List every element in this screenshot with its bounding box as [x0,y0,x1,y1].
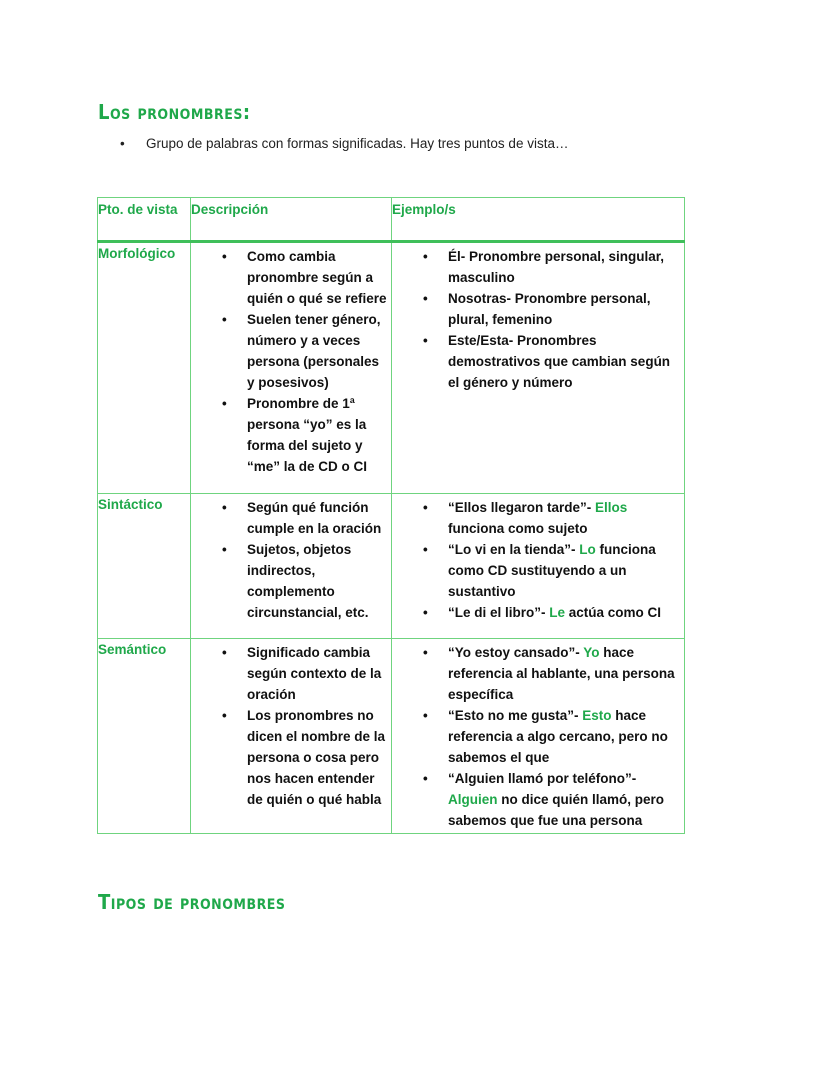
example-text: “Lo vi en la tienda”- [448,542,580,557]
example-text: actúa como CI [565,605,662,620]
vista-label: Semántico [98,642,167,657]
list-item: • Según qué función cumple en la oración [247,497,387,539]
cell-ejemplos [392,242,685,494]
cell-vista [98,242,191,494]
list-item: • Como cambia pronombre según a quién o qué se refiere [247,246,387,309]
vista-label: Sintáctico [98,497,163,512]
highlighted-pronoun: Le [549,605,566,620]
list-item [448,497,678,539]
list-item: • Sujetos, objetos indirectos, complemento circunstancial, etc. [247,539,387,623]
list-item [448,602,678,623]
example-text: no dice quién llamó, pero sabemos que fue una persona [448,792,665,828]
highlighted-pronoun: Ellos [595,500,628,515]
list-item [448,539,678,602]
page-title: Los pronombres: [98,100,251,124]
list-item: • Grupo de palabras con formas significadas. Hay tres puntos de vista… [120,136,568,151]
highlighted-pronoun: Yo [583,645,600,660]
example-text: “Yo estoy cansado”- [448,645,584,660]
highlighted-pronoun: Esto [582,708,612,723]
ejemplos-list [392,243,684,395]
example-text: “Le di el libro”- [448,605,550,620]
table-row [98,242,685,494]
list-item [448,288,678,330]
list-item [448,246,678,288]
column-header-ejemplos: Ejemplo/s [392,198,685,242]
cell-ejemplos [392,639,685,834]
cell-vista [98,639,191,834]
list-item: • Pronombre de 1ª persona “yo” es la forma del sujeto y “me” la de CD o CI [247,393,387,477]
descripcion-list [191,243,391,489]
ejemplos-list [392,494,684,625]
list-item: • Significado cambia según contexto de la oración [247,642,387,705]
cell-descripcion [191,242,392,494]
list-item: • Los pronombres no dicen el nombre de la persona o cosa pero nos hacen entender de quién o qué habla [247,705,387,810]
table-header-row [98,198,685,242]
list-item [448,768,678,831]
descripcion-list [191,639,391,822]
cell-vista [98,494,191,639]
column-header-vista: Pto. de vista [98,198,191,242]
example-text: “Alguien llamó por teléfono”- [448,771,637,786]
highlighted-pronoun: Lo [579,542,596,557]
ejemplos-list [392,639,684,833]
table-row [98,639,685,834]
pronouns-table [97,197,685,834]
list-item [448,705,678,768]
vista-label: Morfológico [98,246,176,261]
example-text: Él- Pronombre personal, singular, masculino [448,249,665,285]
cell-ejemplos [392,494,685,639]
intro-list [120,136,568,151]
example-text: “Ellos llegaron tarde”- [448,500,596,515]
example-text: hace referencia a algo cercano, pero no sabemos el que [448,708,668,765]
table-row [98,494,685,639]
list-item [448,642,678,705]
list-item [448,330,678,393]
example-text: “Esto no me gusta”- [448,708,583,723]
column-header-descripcion: Descripción [191,198,392,242]
example-text: hace referencia al hablante, una persona específica [448,645,675,702]
example-text: Nosotras- Pronombre personal, plural, femenino [448,291,651,327]
highlighted-pronoun: Alguien [448,792,498,807]
cell-descripcion [191,494,392,639]
list-item: • Suelen tener género, número y a veces persona (personales y posesivos) [247,309,387,393]
section-heading: Tipos de pronombres [98,890,286,914]
example-text: Este/Esta- Pronombres demostrativos que cambian según el género y número [448,333,671,390]
example-text: funciona como sujeto [448,521,588,536]
example-text: funciona como CD sustituyendo a un sustantivo [448,542,656,599]
descripcion-list [191,494,391,635]
cell-descripcion [191,639,392,834]
